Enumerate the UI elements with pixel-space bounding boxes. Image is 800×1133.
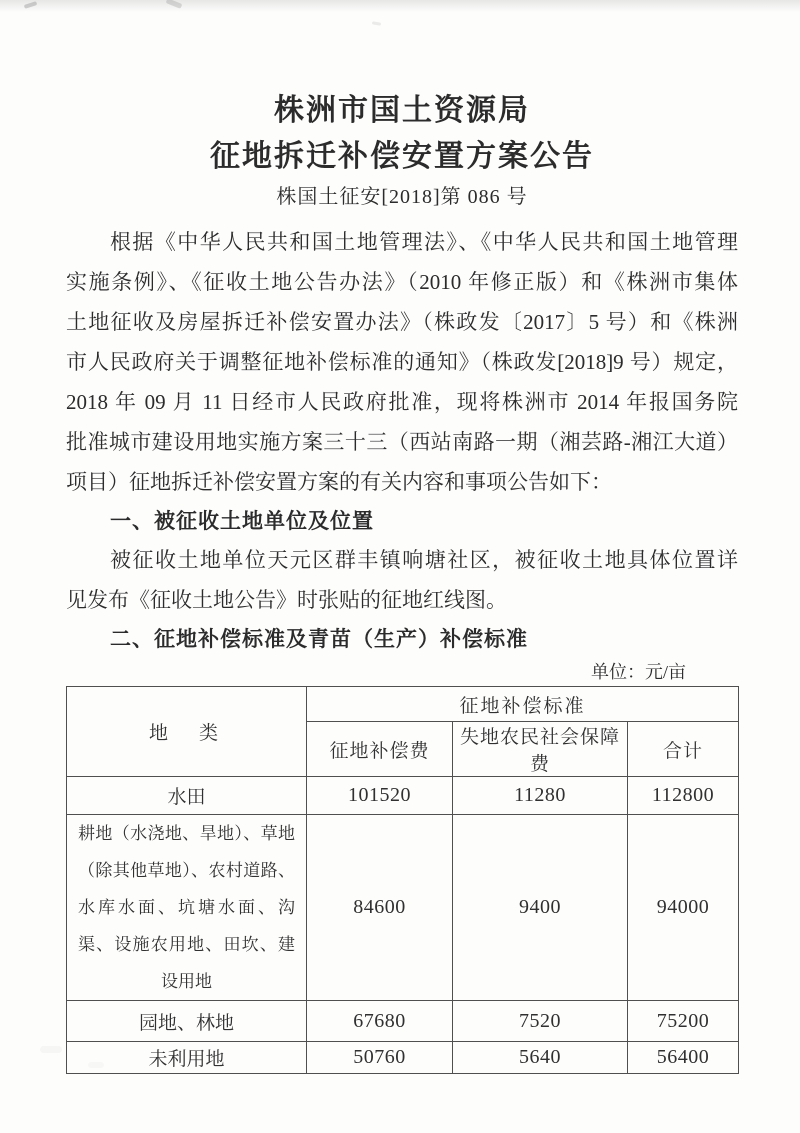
table-row (67, 1001, 739, 1042)
cell-social: 7520 (453, 1001, 628, 1042)
document-title-line1: 株洲市国土资源局 (274, 94, 530, 127)
paragraph-line: 项目）征地拆迁补偿安置方案的有关内容和事项公告如下： (66, 470, 612, 494)
paragraph-line: 根据《中华人民共和国土地管理法》、《中华人民共和国土地管理 (110, 230, 738, 254)
paragraph-line: 2018 年 09 月 11 日经市人民政府批准，现将株洲市 2014 年报国务院 (66, 390, 738, 414)
cell-fee: 84600 (307, 815, 453, 1001)
scan-artifact (40, 1046, 62, 1053)
cell-social: 11280 (453, 777, 628, 815)
cell-fee: 101520 (307, 777, 453, 815)
header-group-compensation-standard: 征地补偿标准 (307, 687, 739, 722)
document-body (66, 88, 738, 1074)
paragraph-line: 批准城市建设用地实施方案三十三（西站南路一期（湘芸路-湘江大道） (66, 430, 738, 454)
cell-social: 9400 (453, 815, 628, 1001)
cell-land-type: 园地、林地 (67, 1001, 307, 1042)
cell-fee: 50760 (307, 1042, 453, 1074)
scan-artifact (24, 1, 38, 9)
table-row (67, 777, 739, 815)
header-land-type: 地 类 (67, 687, 307, 777)
section-1-heading: 一、被征收土地单位及位置 (110, 509, 374, 533)
table-header-row-1 (67, 687, 739, 722)
cell-total: 75200 (628, 1001, 739, 1042)
document-title-line2: 征地拆迁补偿安置方案公告 (210, 140, 594, 173)
cell-land-type: 耕地（水浇地、旱地）、草地（除其他草地）、农村道路、水库水面、坑塘水面、沟渠、设施农用地、田坎、建设用地 (67, 815, 307, 1001)
table-unit-label: 单位：元/亩 (590, 662, 686, 682)
cell-land-type: 未利用地 (67, 1042, 307, 1074)
cell-total: 56400 (628, 1042, 739, 1074)
cell-fee: 67680 (307, 1001, 453, 1042)
paragraph-line: 实施条例》、《征收土地公告办法》（2010 年修正版）和《株洲市集体 (66, 270, 738, 294)
scan-edge-shadow (0, 0, 800, 12)
table-row (67, 1042, 739, 1074)
document-number: 株国土征安[2018]第 086 号 (276, 186, 528, 208)
paragraph-line: 被征收土地单位天元区群丰镇响塘社区，被征收土地具体位置详 (110, 548, 738, 572)
scan-artifact (372, 21, 381, 26)
cell-total: 94000 (628, 815, 739, 1001)
header-land-compensation-fee: 征地补偿费 (307, 722, 453, 777)
paragraph-line: 市人民政府关于调整征地补偿标准的通知》（株政发[2018]9 号）规定， (66, 350, 738, 374)
paragraph-line: 见发布《征收土地公告》时张贴的征地红线图。 (66, 588, 507, 612)
header-social-security-fee: 失地农民社会保障费 (453, 722, 628, 777)
compensation-standards-table (66, 686, 739, 1074)
cell-total: 112800 (628, 777, 739, 815)
paragraph-1 (66, 222, 738, 502)
cell-land-type: 水田 (67, 777, 307, 815)
paragraph-line: 土地征收及房屋拆迁补偿安置办法》（株政发〔2017〕5 号）和《株洲 (66, 310, 738, 334)
scan-artifact (166, 0, 183, 9)
section-2-heading: 二、征地补偿标准及青苗（生产）补偿标准 (110, 627, 528, 651)
cell-social: 5640 (453, 1042, 628, 1074)
header-total: 合计 (628, 722, 739, 777)
table-row (67, 815, 739, 1001)
paragraph-2 (66, 540, 738, 620)
